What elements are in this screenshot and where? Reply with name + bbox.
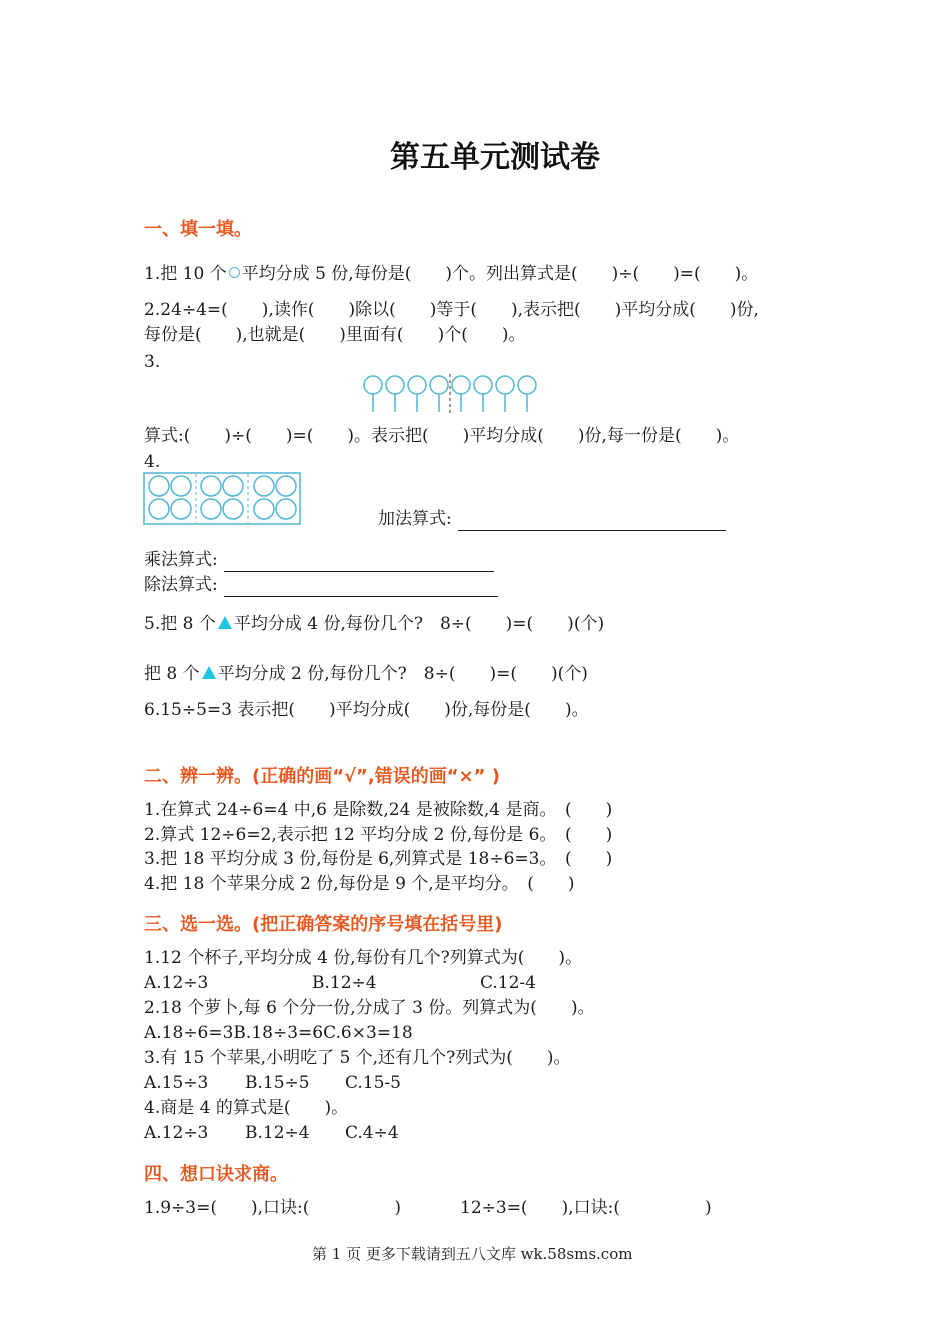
addition-formula-label: 加法算式: <box>378 509 452 529</box>
judge-item: 4.把 18 个苹果分成 2 份,每份是 9 个,是平均分。 ( ) <box>144 874 575 894</box>
circle-icon <box>149 476 169 496</box>
choice-question-3: 3.有 15 个苹果,小明吃了 5 个,还有几个?列式为( )。 <box>144 1048 571 1068</box>
circles-box-figure <box>143 472 303 526</box>
lollipop-icon <box>364 376 382 412</box>
circle-icon <box>276 476 296 496</box>
question-text: 平均分成 2 份,每份几个? 8÷( )=( )(个) <box>217 664 588 684</box>
circle-icon <box>223 476 243 496</box>
lollipop-icon <box>408 376 426 412</box>
multiplication-formula-label: 乘法算式: <box>144 550 218 570</box>
judge-item: 2.算式 12÷6=2,表示把 12 平均分成 2 份,每份是 6。 ( ) <box>144 825 613 845</box>
page-title: 第五单元测试卷 <box>390 140 600 175</box>
multiplication-answer-line[interactable] <box>224 551 494 572</box>
addition-answer-line[interactable] <box>458 510 726 531</box>
circle-icon <box>201 499 221 519</box>
triangle-icon <box>202 666 216 679</box>
circle-icon <box>171 476 191 496</box>
choice-option-c: C.12-4 <box>480 973 536 993</box>
circle-icon <box>223 499 243 519</box>
section-heading-judge: 二、辨一辨。(正确的画“√”,错误的画“×” ) <box>144 766 500 787</box>
division-formula-label: 除法算式: <box>144 575 218 595</box>
judge-item: 3.把 18 平均分成 3 份,每份是 6,列算式是 18÷6=3。 ( ) <box>144 849 613 869</box>
choice-option-a: A.15÷3 <box>144 1073 209 1093</box>
circle-icon <box>171 499 191 519</box>
triangle-icon <box>218 616 232 629</box>
circle-icon <box>149 499 169 519</box>
circle-icon <box>201 476 221 496</box>
question-1-5b <box>144 662 588 686</box>
judge-item: 1.在算式 24÷6=4 中,6 是除数,24 是被除数,4 是商。 ( ) <box>144 800 613 820</box>
question-1-1 <box>144 262 758 286</box>
choice-question-4: 4.商是 4 的算式是( )。 <box>144 1098 349 1118</box>
lollipop-icon <box>518 376 536 412</box>
choice-options-2: A.18÷6=3B.18÷3=6C.6×3=18 <box>144 1023 413 1043</box>
division-answer-line[interactable] <box>224 576 498 597</box>
circle-icon <box>254 476 274 496</box>
mnemonic-question-2: 12÷3=( ),口诀:( ) <box>460 1198 712 1218</box>
question-1-2-line1: 2.24÷4=( ),读作( )除以( )等于( ),表示把( )平均分成( )份, <box>144 300 759 320</box>
section-heading-fill: 一、填一填。 <box>144 219 252 240</box>
circle-icon <box>229 267 240 278</box>
choice-option-b: B.12÷4 <box>245 1123 310 1143</box>
question-1-4-label: 4. <box>144 452 161 472</box>
question-1-3-formula: 算式:( )÷( )=( )。表示把( )平均分成( )份,每一份是( )。 <box>144 426 740 446</box>
section-heading-mnemonic: 四、想口诀求商。 <box>144 1164 288 1185</box>
section-heading-choose: 三、选一选。(把正确答案的序号填在括号里) <box>144 914 503 935</box>
question-text: 平均分成 4 份,每份几个? 8÷( )=( )(个) <box>233 614 605 634</box>
choice-option-c: C.15-5 <box>345 1073 401 1093</box>
lollipops-figure <box>360 372 540 414</box>
question-1-6: 6.15÷5=3 表示把( )平均分成( )份,每份是( )。 <box>144 700 589 720</box>
choice-option-b: B.15÷5 <box>245 1073 310 1093</box>
choice-option-a: A.12÷3 <box>144 1123 209 1143</box>
lollipop-icon <box>386 376 404 412</box>
question-text: 平均分成 5 份,每份是( )个。列出算式是( )÷( )=( )。 <box>241 264 759 284</box>
mnemonic-question-1: 1.9÷3=( ),口诀:( ) <box>144 1198 402 1218</box>
choice-option-a: A.12÷3 <box>144 973 209 993</box>
question-text: 把 8 个 <box>144 664 200 684</box>
choice-question-1: 1.12 个杯子,平均分成 4 份,每份有几个?列算式为( )。 <box>144 948 583 968</box>
choice-option-c: C.4÷4 <box>345 1123 399 1143</box>
page-footer: 第 1 页 更多下载请到五八文库 wk.58sms.com <box>312 1245 633 1263</box>
lollipop-icon <box>474 376 492 412</box>
question-1-3-label: 3. <box>144 352 161 372</box>
choice-option-b: B.12÷4 <box>312 973 377 993</box>
lollipop-icon <box>430 376 448 412</box>
question-text: 1.把 10 个 <box>144 264 227 284</box>
choice-question-2: 2.18 个萝卜,每 6 个分一份,分成了 3 份。列算式为( )。 <box>144 998 595 1018</box>
lollipop-icon <box>452 376 470 412</box>
circle-icon <box>254 499 274 519</box>
question-1-2-line2: 每份是( ),也就是( )里面有( )个( )。 <box>144 325 526 345</box>
question-1-5a <box>144 612 604 636</box>
question-text: 5.把 8 个 <box>144 614 216 634</box>
lollipop-icon <box>496 376 514 412</box>
circle-icon <box>276 499 296 519</box>
